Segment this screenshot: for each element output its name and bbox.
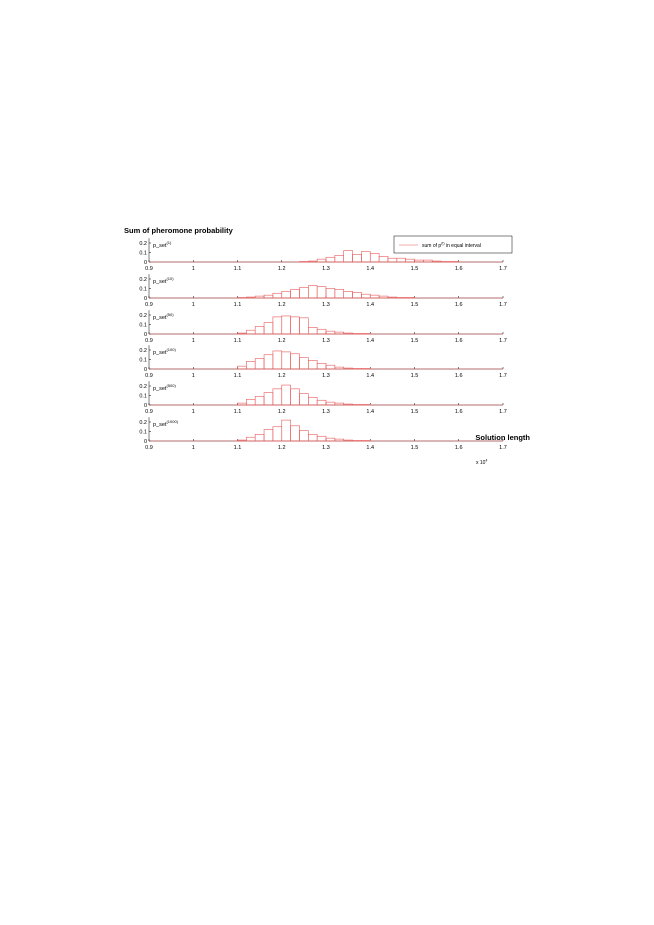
- histogram-bar: [317, 287, 326, 298]
- histogram-bar: [246, 361, 255, 369]
- x-axis-label: Solution length: [475, 433, 530, 442]
- histogram-bar: [317, 363, 326, 369]
- series-label: p_set$^{(100)}$: [153, 347, 176, 356]
- histogram-bar: [397, 258, 406, 262]
- x-tick-label: 1.4: [366, 266, 375, 272]
- y-tick-label: 0.1: [139, 357, 147, 364]
- histogram-bar: [299, 431, 308, 441]
- panel-4: [139, 345, 506, 379]
- x-tick-label: 1.5: [410, 409, 419, 415]
- histogram-bar: [273, 317, 282, 334]
- histogram-bar: [317, 436, 326, 441]
- x-tick-label: 1: [191, 266, 195, 272]
- y-tick-label: 0.2: [139, 348, 147, 354]
- histogram-bar: [361, 252, 370, 262]
- x-tick-label: 1.1: [233, 409, 242, 415]
- x-tick-label: 1.3: [322, 373, 330, 379]
- x-tick-label: 1.1: [233, 445, 242, 451]
- histogram-bar: [264, 323, 273, 334]
- histogram-bar: [308, 397, 317, 405]
- x-tick-label: 1.5: [410, 266, 419, 272]
- histogram-bar: [370, 253, 379, 262]
- legend-label: sum of $p^{(t)}$ in equal interval: [422, 241, 481, 249]
- histogram-bar: [291, 389, 300, 405]
- panel-3: [139, 310, 506, 344]
- histogram-bar: [273, 293, 282, 298]
- histogram-bar: [344, 368, 353, 369]
- x-tick-label: 0.9: [145, 409, 153, 415]
- histogram-bar: [317, 329, 326, 334]
- chart-title: Sum of pheromone probability: [124, 226, 233, 235]
- x-tick-label: 1.2: [277, 338, 286, 344]
- series-label-superscript: (1000): [166, 419, 179, 424]
- histogram-bar: [308, 286, 317, 298]
- histogram-bar: [326, 331, 335, 334]
- histogram-bar: [299, 394, 308, 405]
- y-tick-label: 0.2: [139, 241, 147, 247]
- y-tick-label: 0.1: [139, 286, 147, 293]
- x-tick-label: 1.5: [410, 373, 419, 379]
- histogram-bars: [149, 420, 503, 441]
- histogram-bar: [282, 316, 291, 334]
- x-tick-label: 0.9: [145, 338, 153, 344]
- x-tick-label: 1.2: [277, 373, 286, 379]
- series-label: p_set$^{(1000)}$: [153, 419, 179, 428]
- histogram-bar: [238, 333, 247, 334]
- y-tick-label: 0: [143, 296, 147, 302]
- x-tick-label: 1.6: [454, 373, 463, 379]
- y-tick-label: 0.2: [139, 277, 147, 283]
- histogram-bar: [308, 327, 317, 334]
- histogram-bar: [335, 332, 344, 334]
- x-tick-label: 1.3: [322, 445, 330, 451]
- x-tick-label: 1.3: [322, 302, 330, 308]
- histogram-bar: [326, 438, 335, 441]
- histogram-bar: [246, 399, 255, 405]
- histogram-bar: [344, 440, 353, 441]
- x-tick-label: 1.4: [366, 302, 375, 308]
- series-label: p_set$^{(50)}$: [153, 312, 174, 321]
- panel-5: [139, 381, 506, 415]
- x-tick-label: 1.5: [410, 445, 419, 451]
- x-tick-label: 1: [191, 338, 195, 344]
- x-tick-label: 1.1: [233, 338, 242, 344]
- histogram-bars: [149, 286, 503, 298]
- histogram-bar: [299, 288, 308, 298]
- histogram-bar: [344, 333, 353, 334]
- histogram-bars: [149, 351, 503, 369]
- y-tick-label: 0: [143, 403, 147, 409]
- series-label-superscript: (10): [166, 276, 174, 281]
- y-tick-label: 0: [143, 332, 147, 338]
- x-tick-label: 1.6: [454, 445, 463, 451]
- x-tick-label: 0.9: [145, 302, 153, 308]
- histogram-bar: [282, 291, 291, 298]
- histogram-bar: [299, 358, 308, 369]
- x-tick-label: 1.5: [410, 302, 419, 308]
- histogram-bar: [308, 434, 317, 441]
- histogram-bar: [432, 261, 441, 262]
- y-tick-label: 0: [143, 367, 147, 373]
- histogram-bar: [344, 291, 353, 298]
- x-tick-label: 1.2: [277, 266, 286, 272]
- y-tick-label: 0: [143, 439, 147, 445]
- histogram-bar: [335, 255, 344, 262]
- histogram-bar: [264, 295, 273, 298]
- histogram-bar: [299, 318, 308, 334]
- series-label-superscript: (50): [166, 312, 174, 317]
- y-tick-label: 0.2: [139, 420, 147, 426]
- y-tick-label: 0.1: [139, 250, 147, 257]
- histogram-bar: [282, 352, 291, 369]
- histogram-bar: [246, 437, 255, 441]
- histogram-bar: [423, 260, 432, 262]
- histogram-bar: [264, 393, 273, 405]
- histogram-bar: [291, 354, 300, 369]
- x-tick-label: 1.4: [366, 409, 375, 415]
- x-tick-label: 1.2: [277, 409, 286, 415]
- histogram-bar: [255, 326, 264, 334]
- x-tick-label: 1.7: [499, 373, 507, 379]
- x-tick-label: 1.7: [499, 409, 507, 415]
- histogram-bar: [370, 295, 379, 298]
- legend: [394, 236, 512, 253]
- x-tick-label: 1.3: [322, 266, 330, 272]
- x-tick-label: 1.4: [366, 338, 375, 344]
- x-tick-label: 1.6: [454, 302, 463, 308]
- series-label-superscript: (500): [166, 383, 176, 388]
- x-tick-label: 1: [191, 445, 195, 451]
- series-label: p_set$^{(10)}$: [153, 276, 174, 285]
- x-tick-label: 1.7: [499, 302, 507, 308]
- histogram-bar: [264, 430, 273, 441]
- histogram-bar: [246, 297, 255, 298]
- histogram-bar: [344, 404, 353, 405]
- x-tick-label: 1.4: [366, 373, 375, 379]
- x-tick-label: 1.2: [277, 302, 286, 308]
- histogram-bar: [317, 400, 326, 405]
- histogram-bar: [326, 257, 335, 262]
- x-tick-label: 1.7: [499, 266, 507, 272]
- histogram-bar: [335, 403, 344, 405]
- x-tick-label: 1.1: [233, 266, 242, 272]
- histogram-bar: [361, 294, 370, 298]
- x-tick-label: 1: [191, 373, 195, 379]
- x-tick-label: 1.1: [233, 373, 242, 379]
- x-tick-label: 1.3: [322, 409, 330, 415]
- x-tick-label: 1.6: [454, 338, 463, 344]
- y-tick-label: 0.1: [139, 322, 147, 329]
- histogram-bar: [282, 385, 291, 405]
- histogram-bar: [406, 259, 415, 262]
- histogram-bar: [335, 289, 344, 298]
- y-tick-label: 0.2: [139, 384, 147, 390]
- y-tick-label: 0: [143, 260, 147, 266]
- histogram-bar: [326, 402, 335, 405]
- histogram-bar: [264, 355, 273, 369]
- series-label: p_set$^{(1)}$: [153, 240, 172, 249]
- histogram-bar: [291, 289, 300, 298]
- histogram-bar: [335, 439, 344, 441]
- histogram-bar: [353, 254, 362, 262]
- x-tick-label: 1.2: [277, 445, 286, 451]
- histogram-bar: [273, 351, 282, 369]
- histogram-bar: [238, 440, 247, 441]
- x-tick-label: 1.1: [233, 302, 242, 308]
- series-label-superscript: (1): [166, 240, 172, 245]
- x-tick-label: 1: [191, 409, 195, 415]
- x-exponent-label: x $10^4$: [476, 458, 488, 466]
- x-tick-label: 1.4: [366, 445, 375, 451]
- histogram-bar: [255, 434, 264, 441]
- histogram-bar: [255, 359, 264, 369]
- histogram-bar: [344, 251, 353, 262]
- histogram-bar: [238, 366, 247, 369]
- x-tick-label: 1.5: [410, 338, 419, 344]
- y-tick-label: 0.1: [139, 429, 147, 436]
- histogram-bar: [308, 360, 317, 369]
- y-tick-label: 0.2: [139, 313, 147, 319]
- panels: [139, 238, 506, 451]
- histogram-bars: [149, 385, 503, 405]
- series-label: p_set$^{(500)}$: [153, 383, 176, 392]
- x-tick-label: 1.7: [499, 445, 507, 451]
- histogram-bar: [255, 296, 264, 298]
- x-tick-label: 0.9: [145, 373, 153, 379]
- histogram-bar: [353, 292, 362, 298]
- series-label-superscript: (100): [166, 347, 176, 352]
- x-tick-label: 0.9: [145, 445, 153, 451]
- x-tick-label: 1.6: [454, 266, 463, 272]
- x-tick-label: 1.6: [454, 409, 463, 415]
- histogram-bar: [335, 367, 344, 369]
- histogram-bar: [308, 261, 317, 262]
- histogram-bar: [246, 330, 255, 334]
- histogram-bar: [317, 259, 326, 262]
- x-tick-label: 0.9: [145, 266, 153, 272]
- panel-6: [139, 417, 506, 451]
- histogram-bar: [282, 420, 291, 441]
- histogram-bar: [379, 296, 388, 298]
- histogram-bar: [326, 289, 335, 299]
- histogram-bar: [238, 403, 247, 405]
- x-tick-label: 1: [191, 302, 195, 308]
- y-tick-label: 0.1: [139, 393, 147, 400]
- histogram-bar: [379, 256, 388, 262]
- histogram-bar: [255, 396, 264, 405]
- histogram-bar: [273, 389, 282, 405]
- panel-2: [139, 274, 506, 308]
- histogram-bar: [291, 317, 300, 334]
- histogram-bar: [291, 426, 300, 441]
- histogram-bar: [388, 297, 397, 298]
- x-tick-label: 1.7: [499, 338, 507, 344]
- histogram-bar: [415, 260, 424, 262]
- x-tick-label: 1.3: [322, 338, 330, 344]
- histogram-bar: [273, 427, 282, 441]
- histogram-bar: [388, 258, 397, 262]
- histogram-bar: [326, 365, 335, 369]
- histogram-bars: [149, 316, 503, 334]
